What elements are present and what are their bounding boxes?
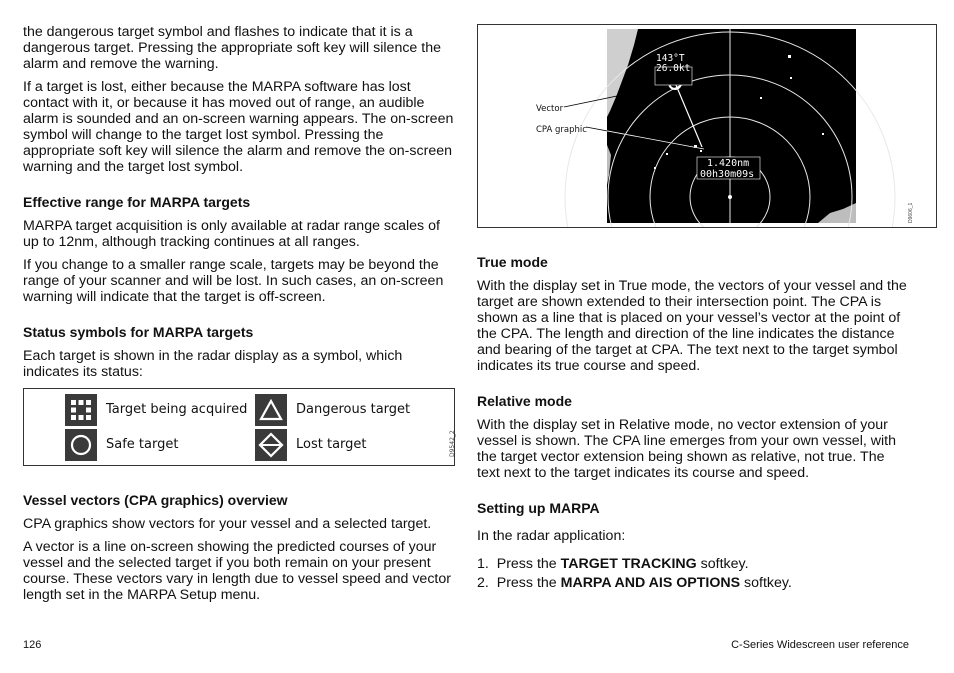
heading-setting-up: Setting up MARPA [477,500,600,516]
target-speed: 26.0kt [656,63,691,74]
heading-true-mode: True mode [477,254,548,270]
radar-cpa-figure [477,24,937,228]
cpa-callout-label: CPA graphic [536,125,587,135]
symbol-label-acquiring: Target being acquired [106,402,248,417]
softkey-name: MARPA AND AIS OPTIONS [560,575,741,591]
step-text: softkey. [744,575,792,591]
cpa-distance: 1.420nm [707,158,750,169]
step-number: 1. [477,556,489,572]
right-column [477,24,914,594]
heading-relative-mode: Relative mode [477,393,572,409]
step-text: Press the [496,556,557,572]
paragraph-status-intro: Each target is shown in the radar display as a symbol, which indicates its status: [23,348,403,380]
figure-code: D9542_2 [449,430,456,457]
list-item [477,556,909,572]
heading-effective-range: Effective range for MARPA targets [23,194,251,210]
paragraph-vector-definition: A vector is a line on-screen showing the predicted courses of your vessel and the selected target if you both remain on your present course. These vectors vary in length due to vessel speed and vector length set in the MARPA Setup menu. [23,539,451,603]
paragraph-relative-mode: With the display set in Relative mode, no vector extension of your vessel is shown. The CPA line emerges from your own vessel, with the target vector extension being shown as relative, not true. The text next to the target indicates its course and speed. [477,417,896,481]
symbol-acquiring [65,394,247,426]
symbol-dangerous [255,394,410,426]
symbol-label-lost: Lost target [296,437,367,452]
symbol-label-safe: Safe target [106,437,179,452]
paragraph-true-mode: With the display set in True mode, the vectors of your vessel and the target are shown extended to their intersection point. The CPA is shown as a line that is placed on your vessel’s vector at the point of the CPA. The length and direction of the line indicates the distance and bearing of the target at CPA. The text next to the target symbol indicates its true course and speed. [477,278,907,374]
own-vessel [728,195,732,199]
softkey-name: TARGET TRACKING [560,556,697,572]
heading-vessel-vectors: Vessel vectors (CPA graphics) overview [23,492,288,508]
safe-target-icon [65,429,97,461]
target-bearing-speed [656,54,690,74]
figure-code: D9606_1 [908,202,914,223]
dangerous-target-icon [255,394,287,426]
step-text: softkey. [700,556,749,572]
vector-callout-label: Vector [536,104,564,114]
cpa-time: 00h30m09s [700,169,755,180]
symbol-label-dangerous: Dangerous target [296,402,411,417]
symbol-safe [65,429,178,461]
paragraph-target-lost: If a target is lost, either because the MARPA software has lost contact with it, or because it has moved out of range, an audible alarm is sounded and an on-screen warning appears. The on-screen symbol will change to the target lost symbol. Pressing the appropriate soft key will silence the alarm and remove the on-screen warning and the target lost symbol. [23,79,454,175]
lost-target-icon [255,429,287,461]
heading-status-symbols: Status symbols for MARPA targets [23,324,254,340]
left-column [23,24,456,610]
target-bearing: 143°T [656,53,685,64]
paragraph-cpa-intro: CPA graphics show vectors for your vessel and a selected target. [23,516,432,532]
status-symbols-figure [23,388,455,466]
paragraph-range-availability: MARPA target acquisition is only available at radar range scales of up to 12nm, although tracking continues at all ranges. [23,218,440,250]
symbol-lost [255,429,367,461]
step-number: 2. [477,575,489,591]
acquiring-target-icon [65,394,97,426]
cpa-readout [700,158,754,180]
paragraph-range-change: If you change to a smaller range scale, targets may be beyond the range of your scanner and will be lost. In such cases, an on-screen warning will indicate that the target is off-screen. [23,257,444,305]
page-number: 126 [23,639,42,651]
list-item [477,575,909,591]
document-title: C-Series Widescreen user reference [731,639,909,651]
paragraph-setup-intro: In the radar application: [477,528,626,544]
paragraph-dangerous-continued: the dangerous target symbol and flashes to indicate that it is a dangerous target. Pressing the appropriate soft key will silence the alarm and remove the warning. [23,24,441,72]
setup-steps [477,556,909,591]
step-text: Press the [496,575,557,591]
